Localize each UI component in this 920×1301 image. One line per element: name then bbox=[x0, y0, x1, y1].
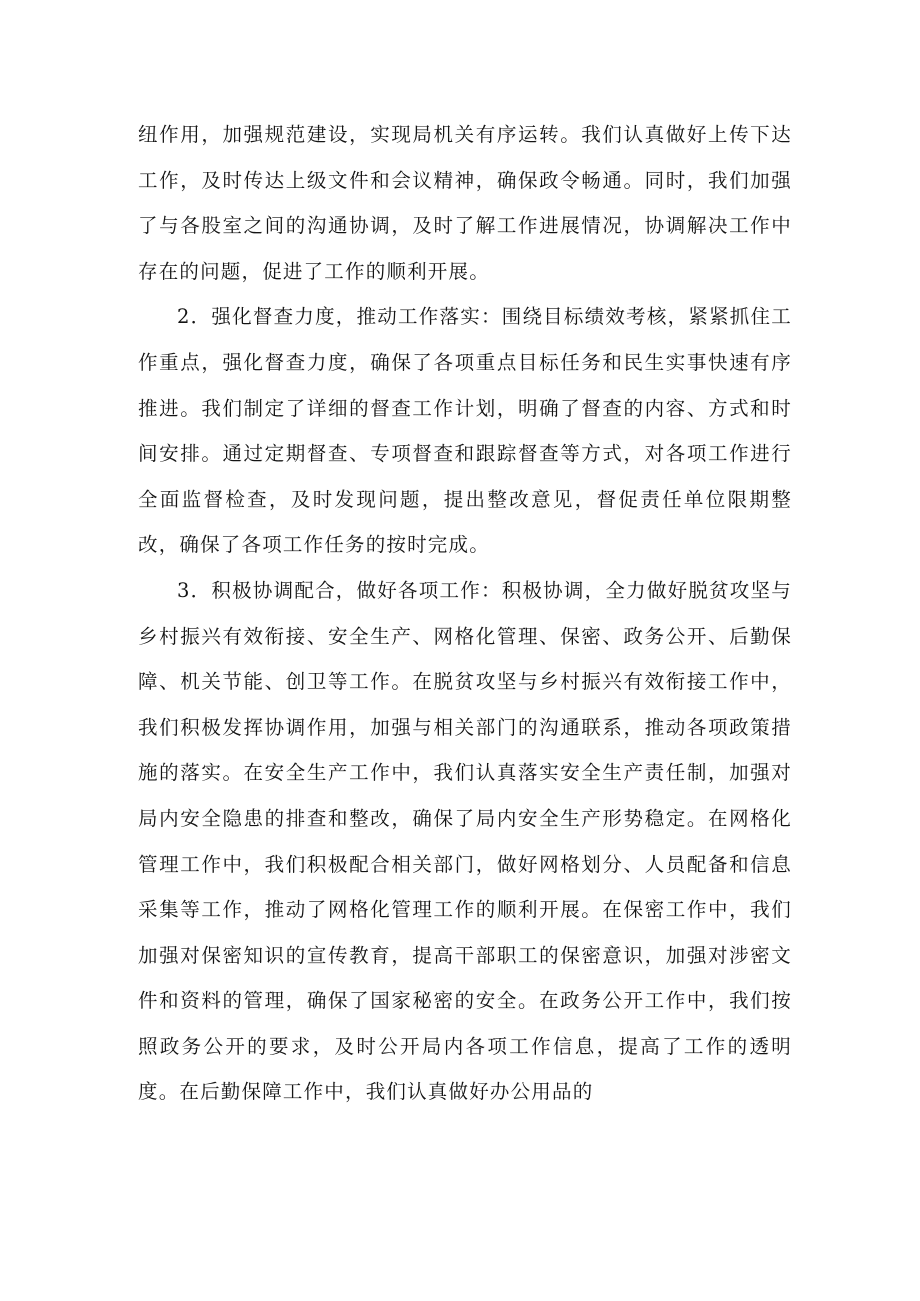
document-page bbox=[138, 112, 792, 1115]
paragraph-2: 2．强化督查力度，推动工作落实：围绕目标绩效考核，紧紧抓住工作重点，强化督查力度，确保了各项重点目标任务和民生实事快速有序推进。我们制定了详细的督查工作计划，明确了督查的内容、方式和时间安排。通过定期督查、专项督查和跟踪督查等方式，对各项工作进行全面监督检查，及时发现问题，提出整改意见，督促责任单位限期整改，确保了各项工作任务的按时完成。 bbox=[138, 305, 792, 557]
paragraph-1: 纽作用，加强规范建设，实现局机关有序运转。我们认真做好上传下达工作，及时传达上级文件和会议精神，确保政令畅通。同时，我们加强了与各股室之间的沟通协调，及时了解工作进展情况，协调解决工作中存在的问题，促进了工作的顺利开展。 bbox=[138, 123, 792, 283]
paragraph-3: 3．积极协调配合，做好各项工作：积极协调，全力做好脱贫攻坚与乡村振兴有效衔接、安全生产、网格化管理、保密、政务公开、后勤保障、机关节能、创卫等工作。在脱贫攻坚与乡村振兴有效衔接工作中，我们积极发挥协调作用，加强与相关部门的沟通联系，推动各项政策措施的落实。在安全生产工作中，我们认真落实安全生产责任制，加强对局内安全隐患的排查和整改，确保了局内安全生产形势稳定。在网格化管理工作中，我们积极配合相关部门，做好网格划分、人员配备和信息采集等工作，推动了网格化管理工作的顺利开展。在保密工作中，我们加强对保密知识的宣传教育，提高干部职工的保密意识，加强对涉密文件和资料的管理，确保了国家秘密的安全。在政务公开工作中，我们按照政务公开的要求，及时公开局内各项工作信息，提高了工作的透明度。在后勤保障工作中，我们认真做好办公用品的 bbox=[138, 578, 792, 1104]
